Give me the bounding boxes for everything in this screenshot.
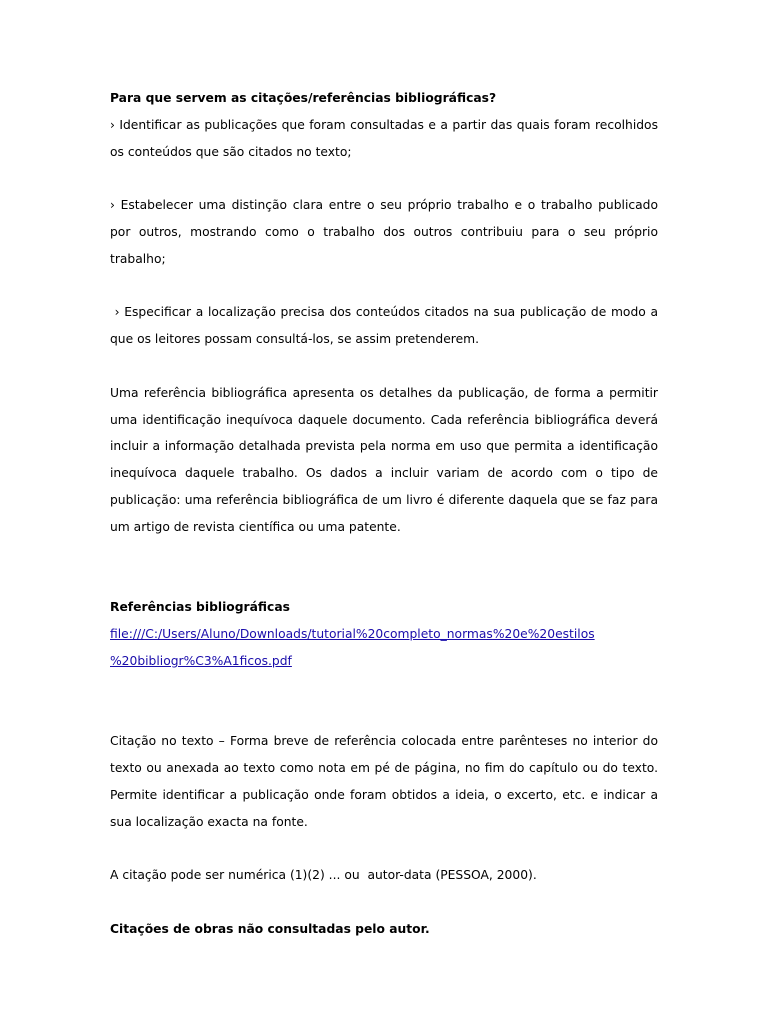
paragraph-citation: Citação no texto – Forma breve de referência colocada entre parênteses no interior do texto ou anexada ao texto como nota em pé de página, no fim do capítulo ou do texto. Permite identificar a publicação onde foram obtidos a ideia, o excerto, etc. e indicar a sua localização exacta na fonte. <box>110 734 658 829</box>
bullet-specify: › Especificar a localização precisa dos conteúdos citados na sua publicação de modo a que os leitores possam consultá-los, se assim pretenderem. <box>110 305 662 347</box>
spacer <box>110 273 658 300</box>
spacer <box>110 353 658 380</box>
spacer <box>110 889 658 916</box>
spacer <box>110 165 658 192</box>
heading-references: Referências bibliográficas <box>110 600 290 615</box>
bullet-identify: › Identificar as publicações que foram consultadas e a partir das quais foram recolhidos os conteúdos que são citados no texto; <box>110 117 658 159</box>
reference-link-line-2[interactable]: %20bibliogr%C3%A1ficos.pdf <box>110 653 292 668</box>
paragraph-numeric: A citação pode ser numérica (1)(2) ... ou autor-data (PESSOA, 2000). <box>110 868 537 883</box>
spacer <box>110 835 658 862</box>
reference-link-line-1[interactable]: file:///C:/Users/Aluno/Downloads/tutorial%20completo_normas%20e%20estilos <box>110 626 595 641</box>
paragraph-reference: Uma referência bibliográfica apresenta os detalhes da publicação, de forma a permitir uma identificação inequívoca daquele documento. Cada referência bibliográfica deverá incluir a informação detalhada prevista pela norma em uso que permita a identificação inequívoca daquele trabalho. Os dados a incluir variam de acordo com o tipo de publicação: uma referência bibliográfica de um livro é diferente daquela que se faz para um artigo de revista científica ou uma patente. <box>110 385 658 534</box>
heading-unconsulted: Citações de obras não consultadas pelo autor. <box>110 921 430 936</box>
spacer <box>110 675 658 729</box>
heading-purpose: Para que servem as citações/referências bibliográficas? <box>110 91 497 105</box>
spacer <box>110 541 658 595</box>
reference-link-block <box>110 621 658 675</box>
bullet-distinguish: › Estabelecer uma distinção clara entre o seu próprio trabalho e o trabalho publicado por outros, mostrando como o trabalho dos outros contribuiu para o seu próprio trabalho; <box>110 198 658 266</box>
